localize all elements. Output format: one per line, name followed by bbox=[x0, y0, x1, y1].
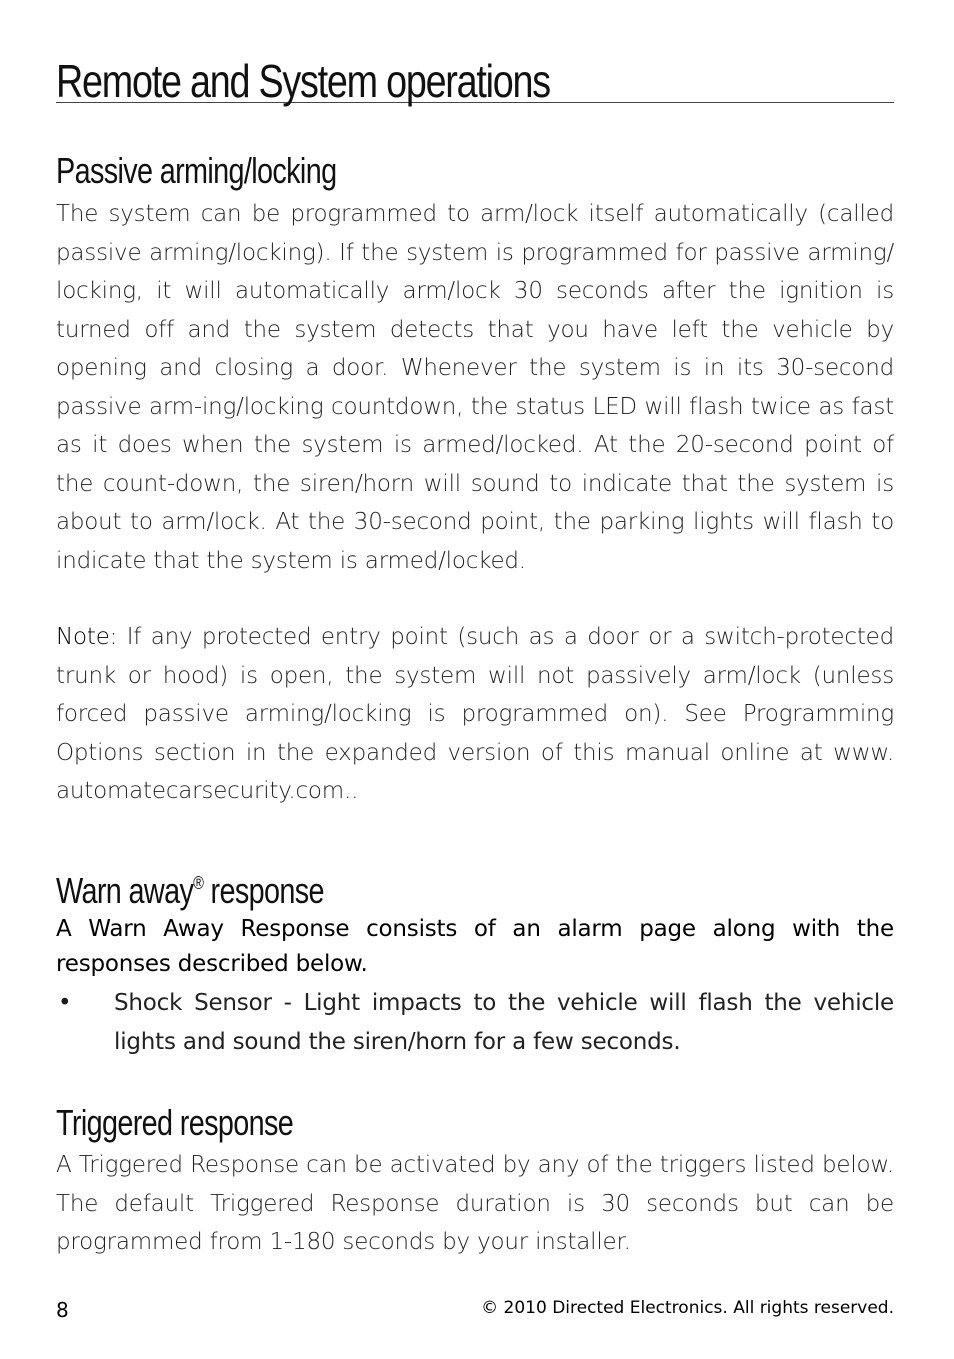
bullet-marker: • bbox=[58, 990, 72, 1016]
note-body: If any protected entry point (such as a door or a switch-protected trunk or hood) is open, the system will not passively arm/lock (unless forced passive arming/locking is programmed on). See Programming Options section in the expanded version of this manual online at www. automatecarsecurity.com.. bbox=[56, 624, 894, 804]
title-rule bbox=[56, 52, 894, 107]
warn-away-heading-text: Warn away bbox=[56, 870, 194, 911]
note-label: Note: bbox=[56, 624, 118, 650]
page-title: Remote and System operations bbox=[56, 55, 550, 107]
manual-page bbox=[56, 0, 894, 1359]
warn-away-heading-suffix: response bbox=[203, 870, 324, 911]
registered-mark: ® bbox=[193, 873, 204, 893]
passive-body: The system can be programmed to arm/lock itself automatically (called passive arming/locking). If the system is programmed for passive arming/ locking, it will automatically arm/lock 30 seconds after the ignition is turned off and the system detects that you have left the vehicle by opening and closing a door. Whenever the system is in its 30-second passive arm-ing/locking countdown, the status LED will flash twice as fast as it does when the system is armed/locked. At the 20-second point of the count-down, the siren/horn will sound to indicate that the system is about to arm/lock. At the 30-second point, the parking lights will flash to indicate that the system is armed/locked. bbox=[56, 201, 894, 574]
page-number: 8 bbox=[56, 1298, 69, 1322]
bullet-text: Shock Sensor - Light impacts to the vehicle will flash the vehicle lights and sound the siren/horn for a few seconds. bbox=[114, 990, 894, 1055]
passive-heading: Passive arming/locking bbox=[56, 150, 337, 191]
passive-note bbox=[56, 618, 894, 811]
triggered-body: A Triggered Response can be activated by any of the triggers listed below. The default Triggered Response duration is 30 seconds but can be programmed from 1-180 seconds by your installer. bbox=[56, 1152, 894, 1255]
triggered-heading: Triggered response bbox=[56, 1102, 294, 1143]
warn-away-heading bbox=[56, 870, 324, 912]
warn-away-intro: A Warn Away Response consists of an alarm page along with the responses described below. bbox=[56, 916, 894, 977]
copyright-notice: © 2010 Directed Electronics. All rights reserved. bbox=[481, 1298, 894, 1318]
